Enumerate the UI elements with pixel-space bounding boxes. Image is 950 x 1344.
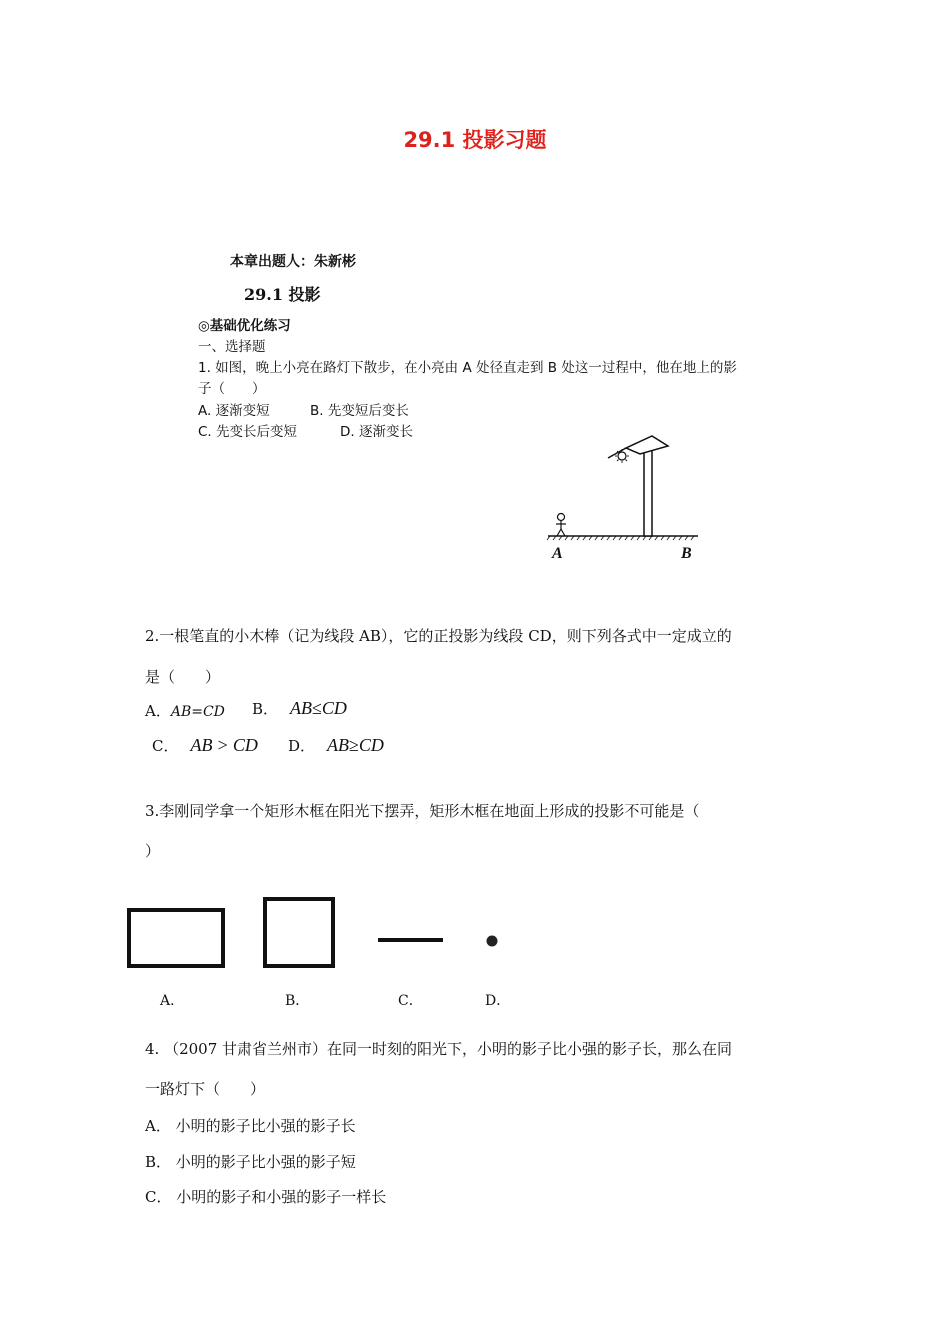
q1-option-a: A. 逐渐变短 (198, 403, 270, 419)
point-a-label: A (552, 545, 563, 562)
q2-option-c-lhs: AB (190, 735, 213, 755)
shape-wide-rectangle (129, 910, 223, 966)
q4-option-a: A． 小明的影子比小强的影子长 (145, 1117, 356, 1135)
q1-option-d: D. 逐渐变长 (340, 424, 413, 440)
q1-line2: 子（ ） (198, 381, 266, 397)
practice-header: ◎基础优化练习 (198, 318, 291, 334)
q4-option-b: B． 小明的影子比小强的影子短 (145, 1153, 356, 1171)
q2-option-b (252, 698, 347, 719)
q3-line2: ） (145, 842, 161, 860)
q1-option-c: C. 先变长后变短 (198, 424, 298, 440)
q1-option-b: B. 先变短后变长 (310, 403, 409, 419)
shape-square (265, 899, 333, 966)
q2-option-b-label: B． (252, 700, 279, 718)
q2-option-a (145, 700, 225, 721)
q2-option-d-lhs: AB (327, 735, 350, 755)
q2-option-a-text: AB=CD (170, 704, 225, 720)
q2-option-d (288, 735, 384, 756)
q1-line1: 1. 如图，晚上小亮在路灯下散步，在小亮由 A 处径直走到 B 处这一过程中，他在地上的影 (198, 360, 737, 376)
part-heading: 一、选择题 (198, 339, 266, 355)
streetlamp-figure (540, 432, 710, 567)
q2-line1: 2.一根笔直的小木棒（记为线段 AB），它的正投影为线段 CD，则下列各式中一定成立的 (145, 627, 732, 645)
q3-option-a: A． (160, 993, 185, 1009)
q2-option-d-rhs: CD (358, 735, 384, 755)
q2-option-d-label: D． (288, 737, 316, 755)
q3-option-d: D． (485, 993, 511, 1009)
q4-line2: 一路灯下（ ） (145, 1080, 266, 1098)
q2-option-c-rel: > (217, 735, 228, 755)
shape-dot (487, 936, 498, 947)
q3-line1: 3.李刚同学拿一个矩形木框在阳光下摆弄，矩形木框在地面上形成的投影不可能是（ (145, 802, 700, 820)
q4-option-c: C． 小明的影子和小强的影子一样长 (145, 1188, 387, 1206)
q2-option-a-label: A． (145, 702, 171, 720)
document-title: 29.1 投影习题 (403, 128, 547, 152)
author-line: 本章出题人：朱新彬 (230, 254, 356, 270)
q2-option-c-label: C． (152, 737, 179, 755)
q2-option-d-rel: ≥ (349, 735, 359, 755)
q2-line2: 是（ ） (145, 668, 221, 686)
q2-option-b-rel: ≤ (312, 698, 322, 718)
q3-shapes-figure (120, 890, 520, 980)
q3-option-b: B． (285, 993, 310, 1009)
q2-option-c-rhs: CD (232, 735, 258, 755)
q2-option-c (152, 735, 258, 756)
q2-option-b-rhs: CD (321, 698, 347, 718)
q4-line1: 4. （2007 甘肃省兰州市）在同一时刻的阳光下，小明的影子比小强的影子长，那么在同 (145, 1040, 733, 1058)
q2-option-b-lhs: AB (290, 698, 313, 718)
section-heading: 29.1 投影 (244, 285, 321, 304)
point-b-label: B (681, 545, 692, 562)
q3-option-c: C． (398, 993, 423, 1009)
